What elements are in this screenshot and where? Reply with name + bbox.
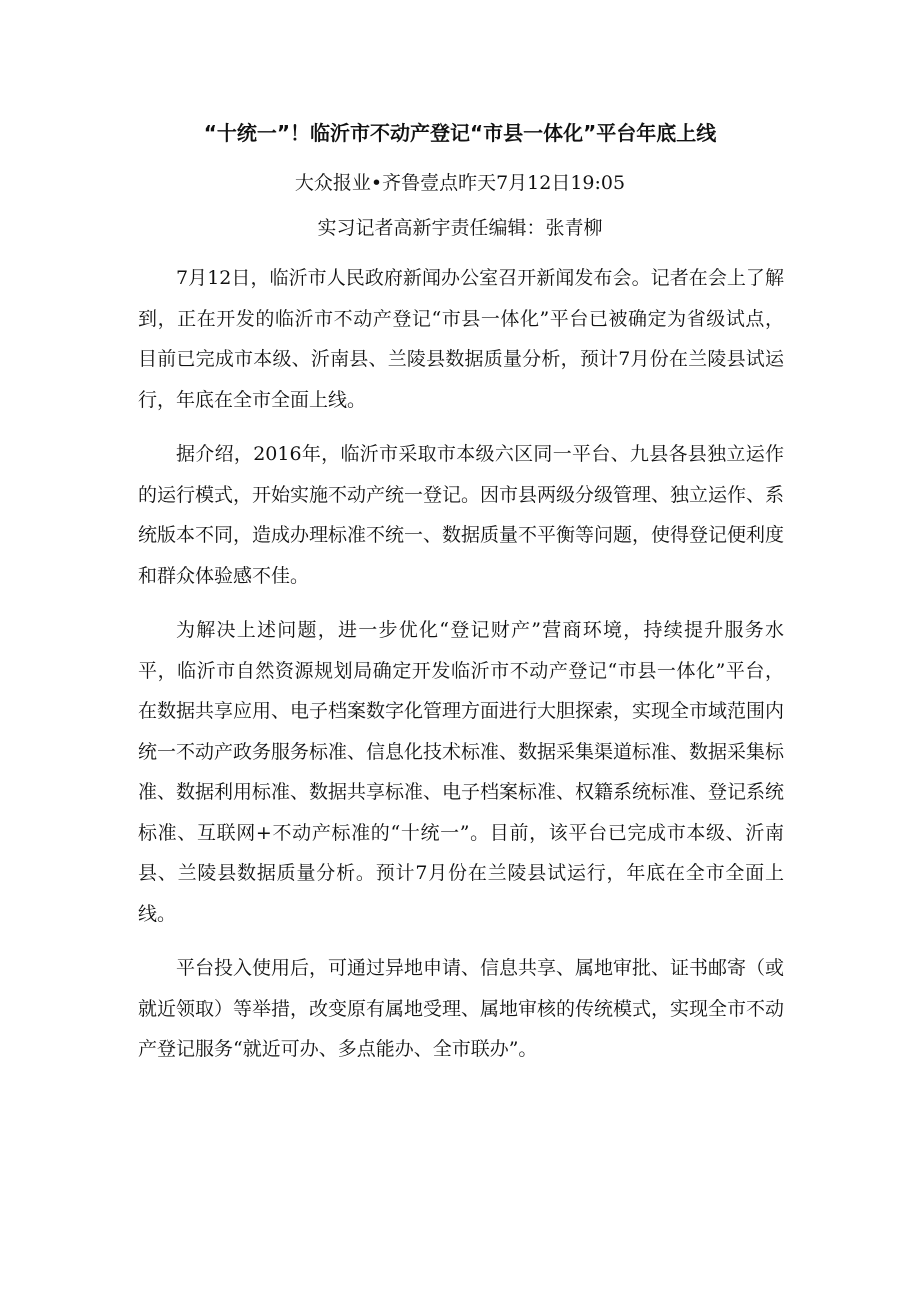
article-body: [138, 258, 784, 1084]
article-source-date: 大众报业•齐鲁壹点昨天7月12日19:05: [294, 172, 626, 194]
article-byline: 实习记者高新宇责任编辑：张青柳: [317, 217, 603, 239]
article-paragraph-4: 平台投入使用后，可通过异地申请、信息共享、属地审批、证书邮寄（或就近领取）等举措，改变原有属地受理、属地审核的传统模式，实现全市不动产登记服务“就近可办、多点能办、全市联办”。: [138, 957, 785, 1060]
article-title: “十统一”！临沂市不动产登记“市县一体化”平台年底上线: [203, 121, 717, 145]
article-paragraph-1: 7月12日，临沂市人民政府新闻办公室召开新闻发布会。记者在会上了解到，正在开发的临沂市不动产登记“市县一体化”平台已被确定为省级试点，目前已完成市本级、沂南县、兰陵县数据质量分析，预计7月份在兰陵县试运行，年底在全市全面上线。: [138, 267, 784, 411]
article-paragraph-3: 为解决上述问题，进一步优化“登记财产”营商环境，持续提升服务水平，临沂市自然资源规划局确定开发临沂市不动产登记“市县一体化”平台，在数据共享应用、电子档案数字化管理方面进行大胆探索，实现全市域范围内统一不动产政务服务标准、信息化技术标准、数据采集渠道标准、数据采集标准、数据利用标准、数据共享标准、电子档案标准、权籍系统标准、登记系统标准、互联网+不动产标准的“十统一”。目前，该平台已完成市本级、沂南县、兰陵县数据质量分析。预计7月份在兰陵县试运行，年底在全市全面上线。: [138, 619, 785, 925]
article-paragraph-2: 据介绍，2016年，临沂市采取市本级六区同一平台、九县各县独立运作的运行模式，开始实施不动产统一登记。因市县两级分级管理、独立运作、系统版本不同，造成办理标准不统一、数据质量不平衡等问题，使得登记便利度和群众体验感不佳。: [138, 443, 785, 587]
